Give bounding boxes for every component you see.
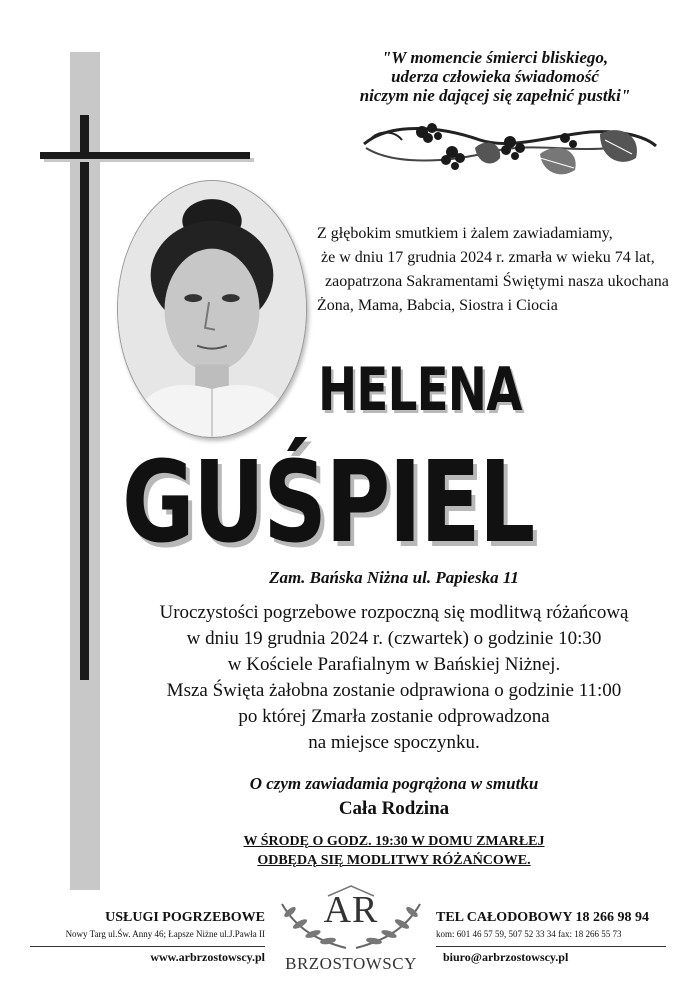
email-link[interactable]: biuro@arbrzostowscy.pl <box>443 950 569 964</box>
other-phones: kom: 601 46 57 59, 507 52 33 34 fax: 18 266 55 73 <box>436 929 622 939</box>
deceased-address: Zam. Bańska Niżna ul. Papieska 11 <box>269 568 519 587</box>
prayer-notice <box>90 832 698 870</box>
ceremony-line: w Kościele Parafialnym w Bańskiej Niżnej. <box>227 654 561 675</box>
cross-horizontal-bar <box>40 152 250 159</box>
footer-divider-right <box>436 946 666 947</box>
intro-line: zaopatrzona Sakramentami Świętymi nasza ukochana <box>325 273 669 290</box>
quote-line: niczym nie dającej się zapełnić pustki" <box>359 86 631 105</box>
logo-letters: AR <box>323 889 379 931</box>
company-logo <box>268 882 434 1000</box>
funeral-services-address: Nowy Targ ul.Św. Anny 46; Łapsze Niżne ul.J.Pawła II <box>65 929 265 939</box>
website-link[interactable]: www.arbrzostowscy.pl <box>150 950 265 964</box>
ceremony-line: po której Zmarła zostanie odprowadzona <box>238 706 550 727</box>
deceased-last-name: GUŚPIEL <box>122 438 534 568</box>
footer-divider-left <box>30 946 265 947</box>
ceremony-line: Msza Święta żałobna zostanie odprawiona o godzinie 11:00 <box>166 680 622 701</box>
memorial-quote <box>330 48 660 105</box>
announcement-intro <box>305 222 669 318</box>
funeral-services-title: USŁUGI POGRZEBOWE <box>105 910 265 925</box>
logo-company-name: BRZOSTOWSCY <box>285 954 417 973</box>
prayer-line: ODBĘDĄ SIĘ MODLITWY RÓŻAŃCOWE. <box>257 853 531 868</box>
intro-line: Z głębokim smutkiem i żalem zawiadamiamy, <box>317 225 613 242</box>
intro-line: że w dniu 17 grudnia 2024 r. zmarła w wieku 74 lat, <box>321 249 655 266</box>
ceremony-details <box>90 600 698 756</box>
quote-line: "W momencie śmierci bliskiego, <box>381 48 609 67</box>
inform-line: O czym zawiadamia pogrążona w smutku <box>249 774 539 793</box>
ceremony-line: na miejsce spoczynku. <box>308 732 480 753</box>
intro-line: Żona, Mama, Babcia, Siostra i Ciocia <box>317 297 558 314</box>
phone-number: TEL CAŁODOBOWY 18 266 98 94 <box>436 910 650 925</box>
ceremony-line: w dniu 19 grudnia 2024 r. (czwartek) o godzinie 10:30 <box>186 628 602 649</box>
family-signature: Cała Rodzina <box>338 798 450 819</box>
portrait-photo <box>117 180 307 438</box>
ceremony-line: Uroczystości pogrzebowe rozpoczną się modlitwą różańcową <box>159 602 629 623</box>
deceased-first-name: HELENA <box>318 355 522 425</box>
quote-line: uderza człowieka świadomość <box>391 67 599 86</box>
prayer-line: W ŚRODĘ O GODZ. 19:30 W DOMU ZMARŁEJ <box>243 834 545 849</box>
cross-vertical-bar <box>80 115 89 680</box>
grapevine-ornament-icon <box>360 118 660 188</box>
